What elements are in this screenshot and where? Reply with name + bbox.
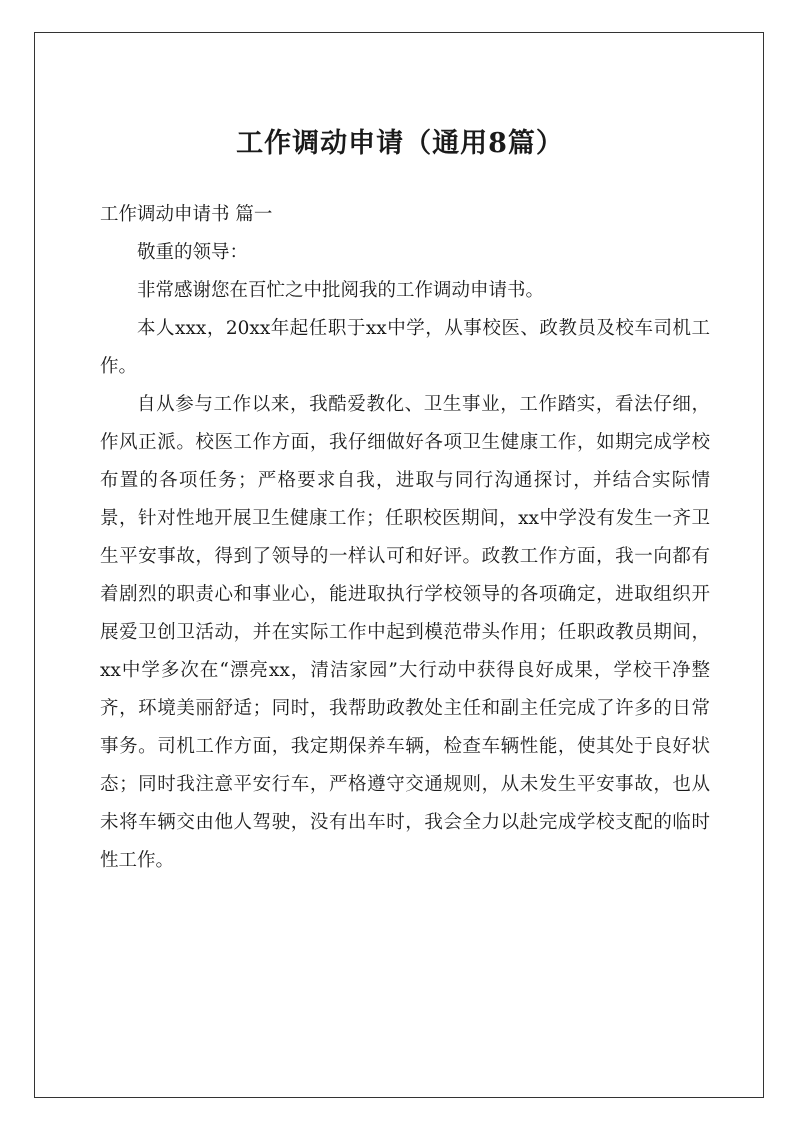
paragraph-work-record: 自从参与工作以来，我酷爱教化、卫生事业，工作踏实，看法仔细，作风正派。校医工作方面，我仔细做好各项卫生健康工作，如期完成学校布置的各项任务；严格要求自我，进取与同行沟通探讨，并结合实际情景，针对性地开展卫生健康工作；任职校医期间，xx中学没有发生一齐卫生平安事故，得到了领导的一样认可和好评。政教工作方面，我一向都有着剧烈的职责心和事业心，能进取执行学校领导的各项确定，进取组织开展爱卫创卫活动，并在实际工作中起到模范带头作用；任职政教员期间，xx中学多次在“漂亮xx，清洁家园”大行动中获得良好成果，学校干净整齐，环境美丽舒适；同时，我帮助政教处主任和副主任完成了许多的日常事务。司机工作方面，我定期保养车辆，检查车辆性能，使其处于良好状态；同时我注意平安行车，严格遵守交通规则，从未发生平安事故，也从未将车辆交由他人驾驶，没有出车时，我会全力以赴完成学校支配的临时性工作。 <box>100 394 710 871</box>
document-title: 工作调动申请（通用8篇） <box>236 128 564 159</box>
paragraph-introduction: 本人xxx，20xx年起任职于xx中学，从事校医、政教员及校车司机工作。 <box>100 318 710 377</box>
salutation: 敬重的领导： <box>137 242 249 263</box>
document-body <box>100 196 710 880</box>
paragraph-thanks: 非常感谢您在百忙之中批阅我的工作调动申请书。 <box>137 280 545 301</box>
section-heading: 工作调动申请书 篇一 <box>100 204 273 225</box>
